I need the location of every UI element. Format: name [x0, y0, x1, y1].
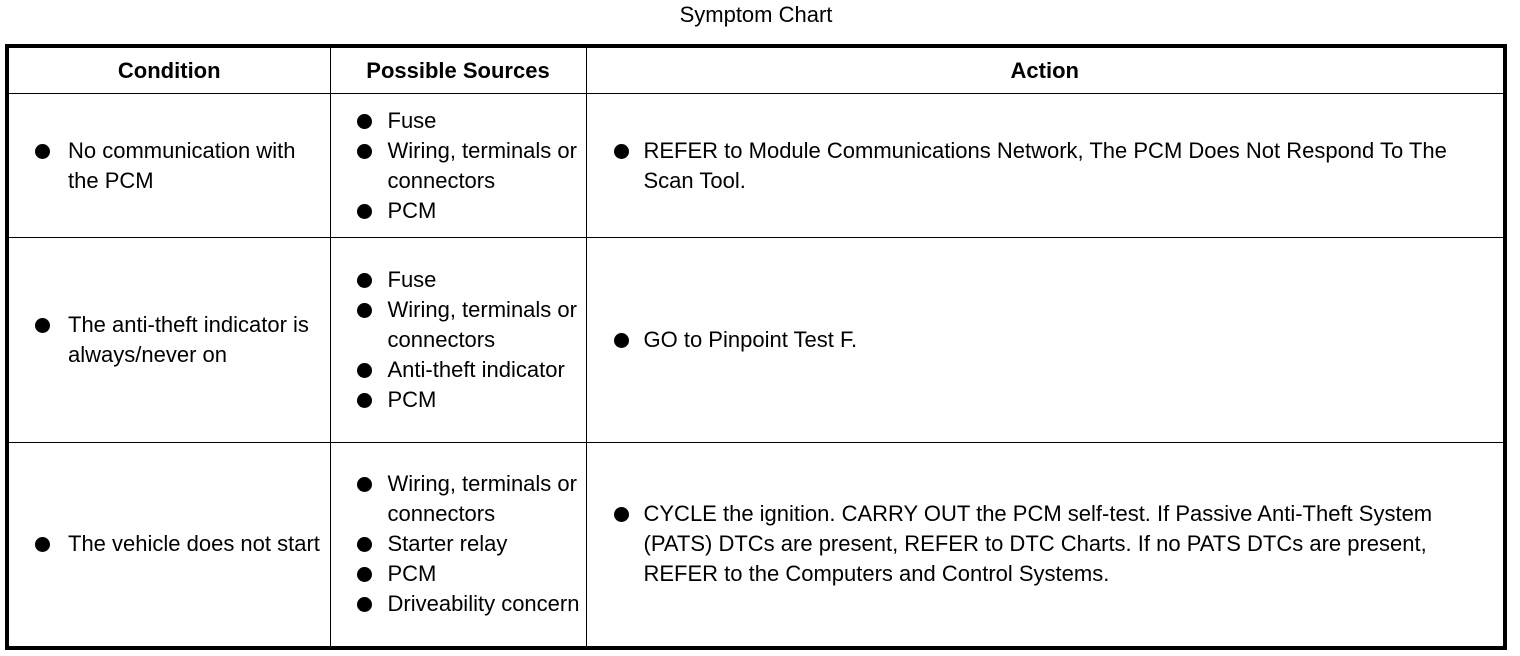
- condition-cell: [7, 238, 330, 443]
- bullet-icon: [357, 114, 372, 129]
- bullet-icon: [357, 393, 372, 408]
- list-item: [388, 559, 582, 589]
- action-text: REFER to Module Communications Network, The PCM Does Not Respond To The Scan Tool.: [643, 137, 1447, 193]
- condition-text: No communication with the PCM: [68, 137, 296, 193]
- table-row: [7, 238, 1505, 443]
- list-item: [388, 385, 582, 415]
- source-text: Wiring, terminals or connectors: [387, 137, 577, 193]
- bullet-icon: [357, 273, 372, 288]
- list-item: [68, 136, 322, 196]
- list-item: [644, 136, 1492, 196]
- bullet-icon: [357, 144, 372, 159]
- header-possible-sources: Possible Sources: [330, 46, 586, 94]
- condition-text: The vehicle does not start: [68, 531, 320, 557]
- bullet-icon: [614, 507, 629, 522]
- sources-cell: [330, 94, 586, 238]
- condition-cell: [7, 94, 330, 238]
- source-text: Driveability concern: [387, 591, 580, 617]
- source-text: Fuse: [387, 267, 437, 292]
- source-text: Wiring, terminals or connectors: [387, 297, 577, 352]
- source-text: PCM: [387, 197, 437, 223]
- list-item: [388, 136, 582, 196]
- header-action: Action: [586, 46, 1505, 94]
- bullet-icon: [357, 204, 372, 219]
- source-text: Fuse: [387, 107, 437, 133]
- action-cell: [586, 443, 1505, 648]
- list-item: [644, 325, 1492, 355]
- symptom-table: [5, 44, 1507, 650]
- bullet-icon: [35, 318, 50, 333]
- source-text: Wiring, terminals or connectors: [387, 471, 577, 527]
- list-item: [388, 106, 582, 136]
- sources-cell: [330, 238, 586, 443]
- bullet-icon: [357, 567, 372, 582]
- list-item: [388, 196, 582, 226]
- bullet-icon: [357, 537, 372, 552]
- list-item: [644, 499, 1492, 589]
- chart-title: Symptom Chart: [679, 2, 833, 27]
- header-condition: Condition: [7, 46, 330, 94]
- list-item: [68, 310, 322, 370]
- bullet-icon: [614, 333, 629, 348]
- bullet-icon: [35, 537, 50, 552]
- bullet-icon: [357, 477, 372, 492]
- action-text: CYCLE the ignition. CARRY OUT the PCM self-test. If Passive Anti-Theft System (PATS) DTCs are present, REFER to DTC Charts. If no PATS DTCs are present, REFER to the Computers and Control Systems.: [643, 501, 1433, 587]
- source-text: Anti-theft indicator: [387, 357, 565, 382]
- action-text: GO to Pinpoint Test F.: [643, 327, 858, 352]
- condition-cell: [7, 443, 330, 648]
- action-cell: [586, 238, 1505, 443]
- table-row: [7, 443, 1505, 648]
- list-item: [68, 529, 322, 559]
- bullet-icon: [614, 144, 629, 159]
- list-item: [388, 265, 582, 295]
- source-text: PCM: [387, 561, 437, 587]
- bullet-icon: [35, 144, 50, 159]
- condition-text: The anti-theft indicator is always/never on: [68, 312, 309, 367]
- bullet-icon: [357, 363, 372, 378]
- source-text: Starter relay: [387, 531, 508, 557]
- source-text: PCM: [387, 387, 437, 412]
- header-row: [7, 46, 1505, 94]
- list-item: [388, 469, 582, 529]
- list-item: [388, 295, 582, 355]
- list-item: [388, 589, 582, 619]
- table-row: [7, 94, 1505, 238]
- list-item: [388, 355, 582, 385]
- list-item: [388, 529, 582, 559]
- bullet-icon: [357, 597, 372, 612]
- sources-cell: [330, 443, 586, 648]
- action-cell: [586, 94, 1505, 238]
- bullet-icon: [357, 303, 372, 318]
